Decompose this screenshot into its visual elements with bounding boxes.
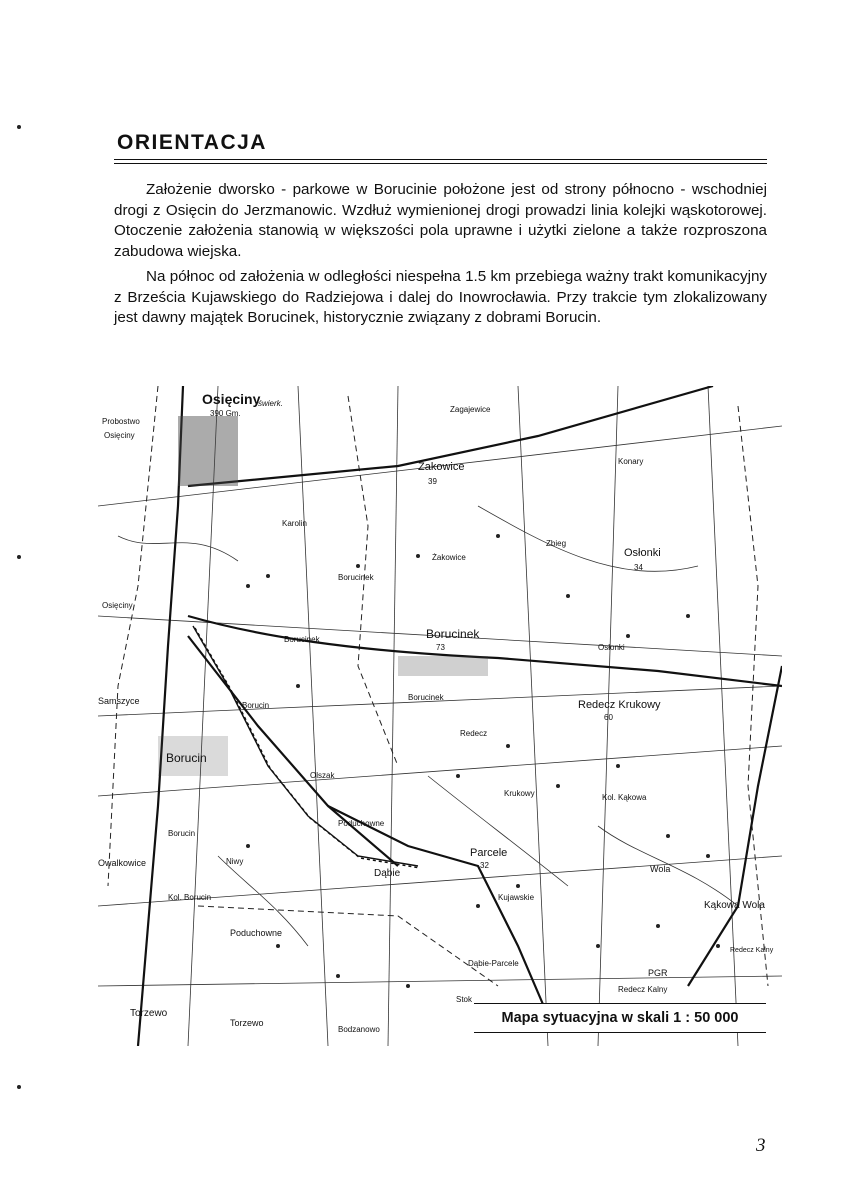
- map-label: Torzewo: [230, 1018, 264, 1028]
- map-label: Kujawskie: [498, 893, 535, 902]
- map-label: Osięciny: [102, 601, 133, 610]
- map-label: Poduchowne: [338, 819, 385, 828]
- map-label: Redecz Kalny: [730, 947, 774, 954]
- map-label: Osłonki: [598, 643, 625, 652]
- page-number: 3: [756, 1135, 766, 1156]
- map-label: Dąbie: [374, 868, 401, 879]
- map-label: Redecz Kalny: [618, 985, 668, 994]
- map-label: Osłonki: [624, 547, 661, 559]
- map-label: Borucinek: [426, 627, 480, 641]
- map-label: 39: [428, 477, 437, 486]
- map-label: Borucinek: [408, 693, 444, 702]
- map-label: Żakowice: [432, 553, 466, 562]
- map-label: Osięciny: [202, 391, 261, 407]
- margin-dot: [17, 1085, 21, 1089]
- map-label: świerk.: [258, 399, 283, 408]
- map-label: Wola: [650, 864, 671, 874]
- heading-rule: [114, 159, 767, 160]
- margin-dot: [17, 125, 21, 129]
- map-label: Żakowice: [418, 461, 465, 473]
- map-label: PGR: [648, 968, 668, 978]
- map-label: 73: [436, 643, 445, 652]
- map-label: 32: [480, 861, 489, 870]
- map-label: Borucin: [166, 751, 207, 765]
- map-label: Redecz Krukowy: [578, 699, 661, 711]
- map-label: 390 Gm.: [210, 409, 241, 418]
- map-buildings: [246, 534, 720, 988]
- map-label: Kąkowa Wola: [704, 900, 765, 911]
- map-label: Krukowy: [504, 789, 535, 798]
- map-label: Kol. Borucin: [168, 893, 212, 902]
- heading-rule: [114, 163, 767, 164]
- map-labels: [98, 391, 774, 1034]
- map-label: Torzewo: [130, 1008, 168, 1019]
- map-label: Redecz: [460, 729, 488, 738]
- map-label: Borucinek: [338, 573, 374, 582]
- paragraph: Założenie dworsko - parkowe w Borucinie położone jest od strony północno - wschodniej drogi z Osięcin do Jerzmanowic. Wzdłuż wymienionej drogi prowadzi linia kolejki wąskotorowej. Otoczenie założenia stanowią w większości pola uprawne i użytki zielone a także rozproszona zabudowa wiejska.: [114, 181, 767, 260]
- map-caption: Mapa sytuacyjna w skali 1 : 50 000: [474, 1003, 766, 1033]
- map-label: Borucin: [168, 829, 196, 838]
- map-label: Probostwo: [102, 417, 140, 426]
- section-heading: ORIENTACJA: [117, 131, 267, 154]
- map-label: Samszyce: [98, 696, 140, 706]
- map-label: Konary: [618, 457, 644, 466]
- map-label: Osięciny: [104, 431, 135, 440]
- map-label: Owalkowice: [98, 858, 147, 868]
- map-label: Stok: [456, 995, 473, 1004]
- map-label: Zagajewice: [450, 405, 491, 414]
- map-label: Borucin: [242, 701, 270, 710]
- map-label: Bodzanowo: [338, 1025, 380, 1034]
- map-label: Kol. Kąkowa: [602, 793, 647, 802]
- map-label: Borucinek: [284, 635, 320, 644]
- map-label: 60: [604, 713, 613, 722]
- map-label: Parcele: [470, 847, 508, 859]
- map-label: Zbieg: [546, 539, 567, 548]
- site-map: [98, 386, 782, 1046]
- map-label: Poduchowne: [230, 928, 283, 938]
- map-label: Olszak: [310, 771, 335, 780]
- paragraph: Na północ od założenia w odległości niespełna 1.5 km przebiega ważny trakt komunikacyjny z Brześcia Kujawskiego do Radziejowa i dalej do Inowrocławia. Przy trakcie tym zlokalizowany jest dawny majątek Borucinek, historycznie związany z dobrami Borucin.: [114, 268, 767, 326]
- map-label: Karolin: [282, 519, 307, 528]
- map-label: 34: [634, 563, 643, 572]
- map-label: Dąbie-Parcele: [468, 959, 519, 968]
- margin-dot: [17, 555, 21, 559]
- map-label: Niwy: [226, 857, 244, 866]
